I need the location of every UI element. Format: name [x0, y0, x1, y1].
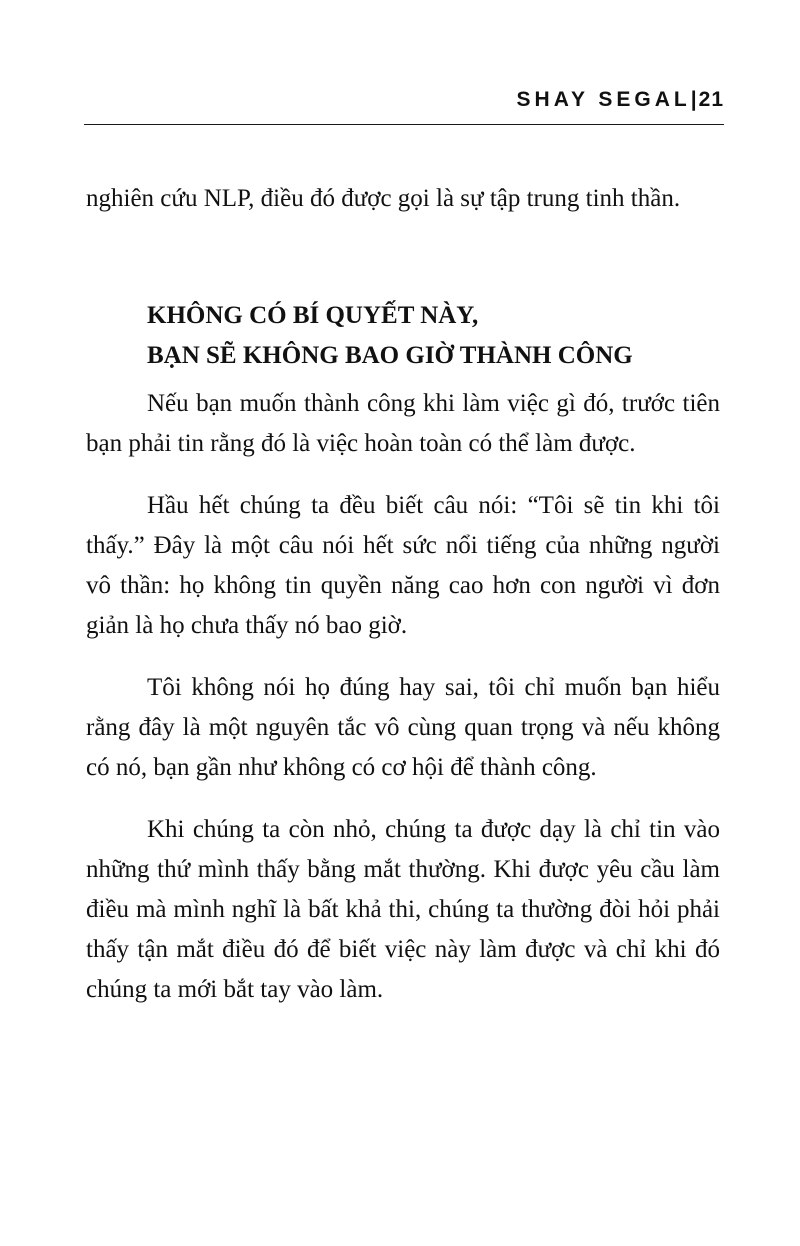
heading-line-2: BẠN SẼ KHÔNG BAO GIỜ THÀNH CÔNG — [147, 342, 633, 369]
continuation-paragraph: nghiên cứu NLP, điều đó được gọi là sự tập trung tinh thần. — [86, 185, 681, 212]
paragraph-4: Khi chúng ta còn nhỏ, chúng ta được dạy là chỉ tin vào những thứ mình thấy bằng mắt thường. Khi được yêu cầu làm điều mà mình nghĩ là bất khả thi, chúng ta thường đòi hỏi phải thấy tận mắt điều đó để biết việc này làm được và chỉ khi đó chúng ta mới bắt tay vào làm. — [86, 816, 720, 1003]
header-text — [517, 88, 724, 112]
running-header — [84, 84, 724, 125]
page-number: 21 — [698, 88, 724, 111]
heading-line-1: KHÔNG CÓ BÍ QUYẾT NÀY, — [147, 302, 479, 329]
paragraph-1: Nếu bạn muốn thành công khi làm việc gì đó, trước tiên bạn phải tin rằng đó là việc hoàn toàn có thể làm được. — [86, 390, 720, 457]
section-heading — [147, 296, 720, 376]
page-content — [86, 179, 720, 1010]
header-separator: | — [690, 88, 697, 111]
paragraph-2: Hầu hết chúng ta đều biết câu nói: “Tôi sẽ tin khi tôi thấy.” Đây là một câu nói hết sức nổi tiếng của những người vô thần: họ không tin quyền năng cao hơn con người vì đơn giản là họ chưa thấy nó bao giờ. — [86, 492, 720, 639]
header-author: SHAY SEGAL — [516, 88, 691, 111]
paragraph-3: Tôi không nói họ đúng hay sai, tôi chỉ muốn bạn hiểu rằng đây là một nguyên tắc vô cùng quan trọng và nếu không có nó, bạn gần như không có cơ hội để thành công. — [86, 674, 720, 781]
